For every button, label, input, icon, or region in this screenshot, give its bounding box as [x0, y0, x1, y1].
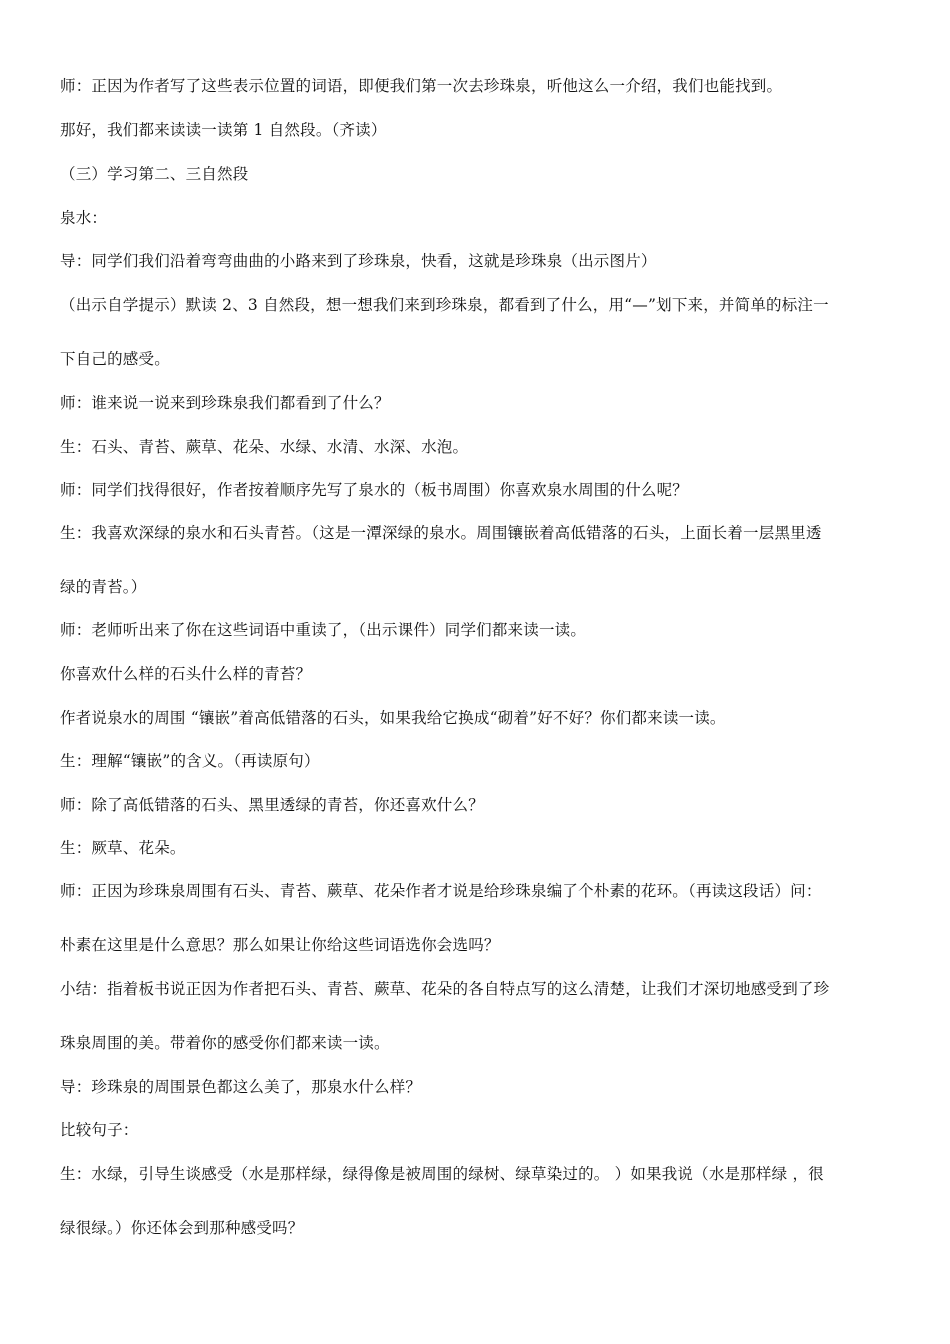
- text-line: 师：正因为作者写了这些表示位置的词语，即便我们第一次去珍珠泉，听他这么一介绍，我们也能找到。: [60, 77, 783, 95]
- text-line: 导：珍珠泉的周围景色都这么美了，那泉水什么样？: [60, 1078, 422, 1096]
- text-line: 下自己的感受。: [60, 350, 170, 368]
- text-line: 你喜欢什么样的石头什么样的青苔？: [60, 665, 312, 683]
- text-line: 生：水绿，引导生谈感受（水是那样绿，绿得像是被周围的绿树、绿草染过的。 ）如果我说（水是那样绿 ，很: [60, 1165, 824, 1183]
- text-line: 绿的青苔。）: [60, 578, 147, 596]
- text-line: 师：同学们找得很好，作者按着顺序先写了泉水的（板书周围）你喜欢泉水周围的什么呢？: [60, 481, 689, 499]
- text-line: （三）学习第二、三自然段: [60, 165, 249, 183]
- text-line: 师：除了高低错落的石头、黑里透绿的青苔，你还喜欢什么？: [60, 796, 484, 814]
- text-line: 小结：指着板书说正因为作者把石头、青苔、蕨草、花朵的各自特点写的这么清楚，让我们才深切地感受到了珍: [60, 980, 830, 998]
- text-line: 比较句子：: [60, 1121, 139, 1139]
- text-line: 朴素在这里是什么意思？那么如果让你给这些词语选你会选吗？: [60, 936, 500, 954]
- text-line: 泉水：: [60, 209, 108, 227]
- text-line: 绿很绿。）你还体会到那种感受吗？: [60, 1219, 304, 1237]
- text-line: 导：同学们我们沿着弯弯曲曲的小路来到了珍珠泉，快看，这就是珍珠泉（出示图片）: [60, 252, 657, 270]
- text-line: 师：老师听出来了你在这些词语中重读了，（出示课件）同学们都来读一读。: [60, 621, 587, 639]
- text-line: 生：我喜欢深绿的泉水和石头青苔。（这是一潭深绿的泉水。周围镶嵌着高低错落的石头，上面长着一层黑里透: [60, 524, 822, 542]
- text-line: 珠泉周围的美。带着你的感受你们都来读一读。: [60, 1034, 390, 1052]
- text-line: 师：正因为珍珠泉周围有石头、青苔、蕨草、花朵作者才说是给珍珠泉编了个朴素的花环。（再读这段话）问：: [60, 882, 822, 900]
- text-line: 生：厥草、花朵。: [60, 839, 186, 857]
- text-line: 那好，我们都来读读一读第 1 自然段。（齐读）: [60, 121, 387, 139]
- text-line: （出示自学提示）默读 2、3 自然段，想一想我们来到珍珠泉，都看到了什么，用“—”划下来，并简单的标注一: [60, 296, 829, 314]
- text-line: 师：谁来说一说来到珍珠泉我们都看到了什么？: [60, 394, 390, 412]
- text-line: 生：石头、青苔、蕨草、花朵、水绿、水清、水深、水泡。: [60, 438, 469, 456]
- text-line: 作者说泉水的周围 “镶嵌”着高低错落的石头，如果我给它换成“砌着”好不好？你们都来读一读。: [60, 709, 726, 727]
- text-line: 生：理解“镶嵌”的含义。（再读原句）: [60, 752, 320, 770]
